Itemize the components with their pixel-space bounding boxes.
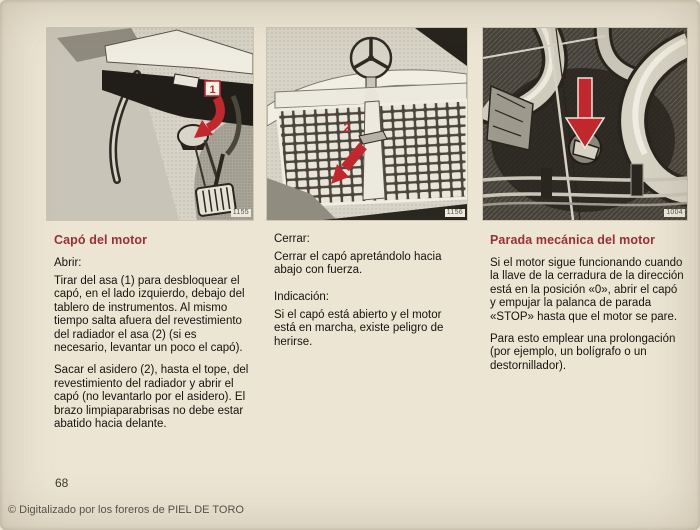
section-heading: Capó del motor bbox=[54, 233, 148, 247]
column-hood-open bbox=[47, 28, 253, 440]
text-hood-open bbox=[47, 233, 253, 431]
paragraph: Sacar el asidero (2), hasta el tope, del revestimiento del radiador y abrir el capó (no levantarlo por el asidero). El brazo limpiaparabrisas no debe estar abatido hacia delante. bbox=[54, 364, 249, 431]
figure-number: 1155 bbox=[232, 209, 249, 216]
paragraph: Si el capó está abierto y el motor está en marcha, existe peligro de herirse. bbox=[274, 308, 444, 348]
section-heading: Parada mecánica del motor bbox=[490, 233, 656, 247]
paragraph: Cerrar el capó apretándolo hacia abajo con fuerza. bbox=[274, 251, 442, 277]
text-label: Cerrar: bbox=[274, 233, 310, 245]
text-engine-stop bbox=[483, 233, 687, 373]
figure-number: 1004 bbox=[666, 209, 683, 216]
hood-release-illustration bbox=[47, 28, 253, 220]
paragraph: Tirar del asa (1) para desbloquear el capó, en el lado izquierdo, debajo del tablero de instrumentos. Al mismo tiempo salta afuera del revestimiento del radiador el asa (2) (si es necesario, levantar un poco el capó). bbox=[54, 275, 245, 355]
paragraph: Si el motor sigue funcionando cuando la llave de la cerradura de la dirección está en la posición «0», abrir el capó y empujar la palanca de parada «STOP» hasta que el motor se pare. bbox=[490, 257, 684, 323]
text-hood-close bbox=[267, 233, 467, 349]
column-hood-close bbox=[267, 28, 467, 358]
figure-hood-release bbox=[47, 28, 253, 220]
grille-illustration bbox=[267, 28, 467, 220]
page-number: 68 bbox=[55, 476, 69, 490]
figure-radiator-grille bbox=[267, 28, 467, 220]
engine-bay-illustration bbox=[483, 28, 687, 220]
text-label: Indicación: bbox=[274, 290, 329, 303]
callout-1-label: 1 bbox=[209, 84, 216, 96]
watermark: © Digitalizado por los foreros de PIEL DE TORO bbox=[8, 504, 244, 516]
callout-2-label: 2 bbox=[343, 120, 351, 135]
figure-number: 1156 bbox=[446, 209, 463, 216]
column-engine-stop bbox=[483, 28, 687, 382]
figure-engine-stop-lever bbox=[483, 28, 687, 220]
paragraph: Para esto emplear una prolongación (por ejemplo, un bolígrafo o un destornillador). bbox=[490, 333, 676, 372]
text-label: Abrir: bbox=[54, 257, 82, 269]
grille-badge-icon bbox=[364, 88, 378, 102]
